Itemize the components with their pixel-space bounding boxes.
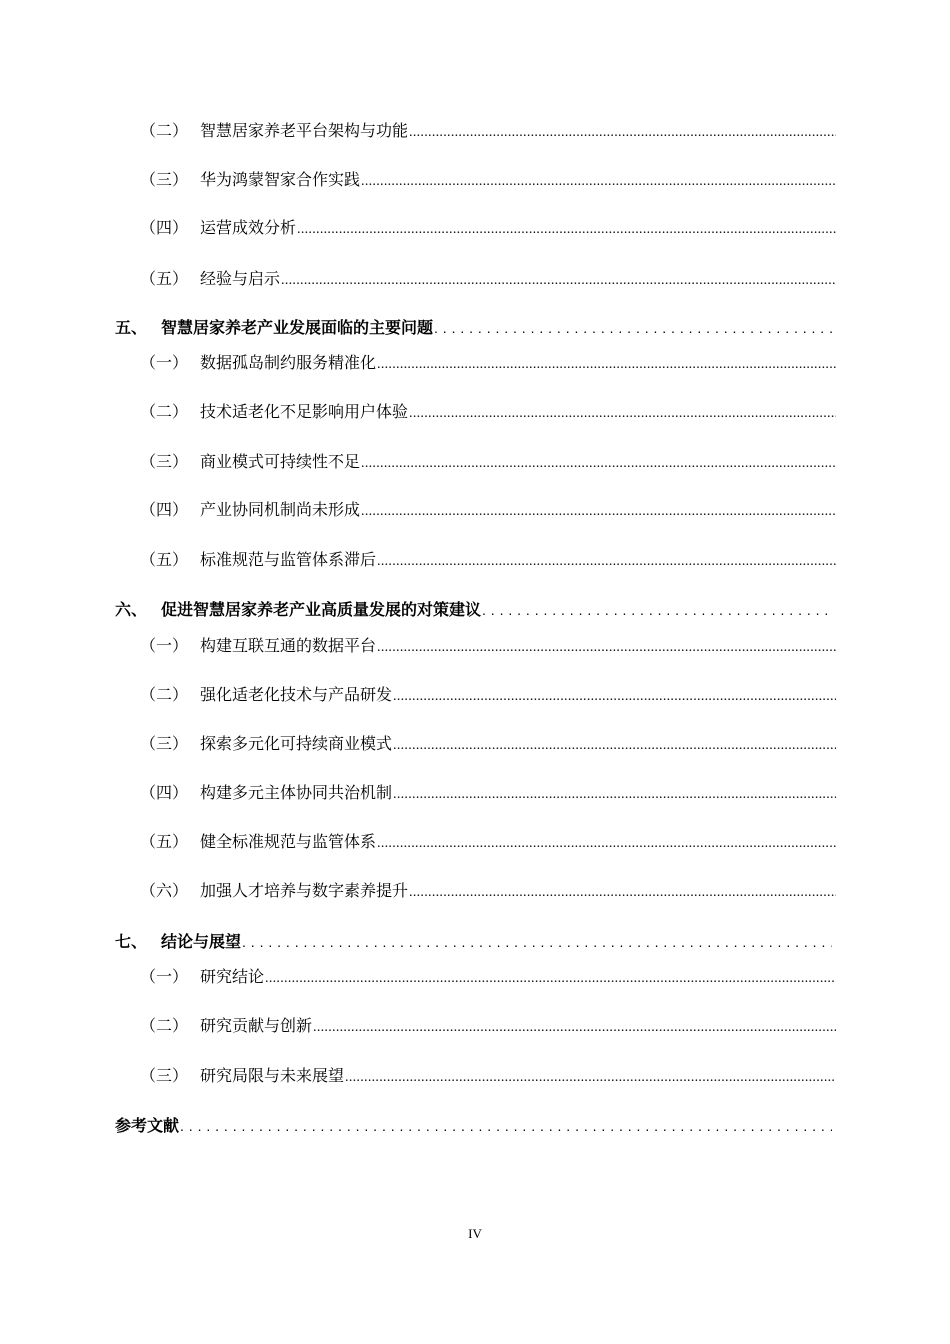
toc-entry-number: （二） — [140, 121, 189, 140]
toc-entry[interactable] — [140, 633, 836, 656]
toc-entry-title: 产业协同机制尚未形成 — [200, 500, 361, 519]
dot-leader — [482, 600, 832, 619]
toc-chapter-number: 六、 — [115, 600, 148, 619]
toc-entry[interactable] — [140, 1013, 836, 1036]
toc-entry-number: （三） — [140, 734, 189, 753]
dot-leader — [361, 170, 836, 190]
dot-leader — [434, 318, 832, 337]
toc-entry[interactable] — [140, 547, 836, 570]
toc-entry-number: （五） — [140, 832, 189, 851]
toc-entry-title: 商业模式可持续性不足 — [200, 452, 361, 471]
toc-entry-title: 技术适老化不足影响用户体验 — [200, 402, 409, 421]
toc-entry-title: 智慧居家养老平台架构与功能 — [200, 121, 409, 140]
toc-entry[interactable] — [140, 829, 836, 852]
toc-entry[interactable] — [140, 878, 836, 901]
toc-entry-title: 构建互联互通的数据平台 — [200, 636, 377, 655]
toc-entry[interactable] — [140, 350, 836, 373]
toc-entry-title: 加强人才培养与数字素养提升 — [200, 881, 409, 900]
toc-entry-number: （四） — [140, 783, 189, 802]
toc-references-entry[interactable] — [115, 1113, 832, 1136]
toc-entry-number: （二） — [140, 402, 189, 421]
toc-entry[interactable] — [140, 1063, 836, 1086]
toc-chapter-entry[interactable] — [115, 315, 832, 338]
toc-entry-title: 健全标准规范与监管体系 — [200, 832, 377, 851]
toc-chapter-entry[interactable] — [115, 597, 832, 620]
dot-leader — [377, 832, 836, 852]
toc-entry-number: （三） — [140, 170, 189, 189]
toc-entry[interactable] — [140, 399, 836, 422]
dot-leader — [393, 685, 836, 705]
toc-chapter-number: 五、 — [115, 318, 148, 337]
toc-entry-number: （一） — [140, 636, 189, 655]
dot-leader — [313, 1016, 836, 1036]
dot-leader — [377, 353, 836, 373]
toc-entry-title: 标准规范与监管体系滞后 — [200, 550, 377, 569]
toc-entry[interactable] — [140, 731, 836, 754]
dot-leader — [393, 783, 836, 803]
toc-entry-number: （二） — [140, 685, 189, 704]
toc-entry-number: （六） — [140, 881, 189, 900]
dot-leader — [377, 636, 836, 656]
toc-entry-title: 强化适老化技术与产品研发 — [200, 685, 393, 704]
dot-leader — [409, 121, 836, 141]
toc-entry-number: （三） — [140, 452, 189, 471]
dot-leader — [297, 218, 836, 238]
toc-chapter-entry[interactable] — [115, 929, 832, 952]
toc-entry[interactable] — [140, 266, 836, 289]
toc-chapter-title: 促进智慧居家养老产业高质量发展的对策建议 — [161, 600, 482, 619]
toc-entry[interactable] — [140, 682, 836, 705]
dot-leader — [361, 452, 836, 472]
toc-entry[interactable] — [140, 497, 836, 520]
toc-entry-number: （五） — [140, 269, 189, 288]
toc-entry-number: （一） — [140, 353, 189, 372]
dot-leader — [409, 402, 836, 422]
toc-chapter-title: 结论与展望 — [161, 932, 242, 951]
toc-entry[interactable] — [140, 964, 836, 987]
page-number: IV — [468, 1226, 482, 1241]
toc-entry[interactable] — [140, 118, 836, 141]
dot-leader — [281, 269, 836, 289]
toc-entry[interactable] — [140, 780, 836, 803]
toc-entry-number: （四） — [140, 218, 189, 237]
dot-leader — [180, 1116, 832, 1135]
toc-entry[interactable] — [140, 167, 836, 190]
dot-leader — [409, 881, 836, 901]
toc-entry-title: 研究结论 — [200, 967, 265, 986]
toc-entry-title: 华为鸿蒙智家合作实践 — [200, 170, 361, 189]
dot-leader — [242, 932, 832, 951]
toc-entry-number: （四） — [140, 500, 189, 519]
dot-leader — [265, 967, 836, 987]
toc-entry-title: 研究贡献与创新 — [200, 1016, 313, 1035]
toc-entry-number: （五） — [140, 550, 189, 569]
toc-entry[interactable] — [140, 449, 836, 472]
toc-entry-title: 数据孤岛制约服务精准化 — [200, 353, 377, 372]
toc-entry-number: （二） — [140, 1016, 189, 1035]
toc-chapter-number: 七、 — [115, 932, 148, 951]
toc-entry-title: 研究局限与未来展望 — [200, 1066, 345, 1085]
toc-entry-title: 探索多元化可持续商业模式 — [200, 734, 393, 753]
toc-entry-title: 经验与启示 — [200, 269, 281, 288]
toc-entry[interactable] — [140, 215, 836, 238]
toc-entry-number: （一） — [140, 967, 189, 986]
dot-leader — [377, 550, 836, 570]
dot-leader — [361, 500, 836, 520]
toc-references-title: 参考文献 — [115, 1116, 180, 1135]
toc-entry-title: 运营成效分析 — [200, 218, 297, 237]
toc-chapter-title: 智慧居家养老产业发展面临的主要问题 — [161, 318, 434, 337]
dot-leader — [345, 1066, 836, 1086]
dot-leader — [393, 734, 836, 754]
toc-entry-number: （三） — [140, 1066, 189, 1085]
toc-entry-title: 构建多元主体协同共治机制 — [200, 783, 393, 802]
